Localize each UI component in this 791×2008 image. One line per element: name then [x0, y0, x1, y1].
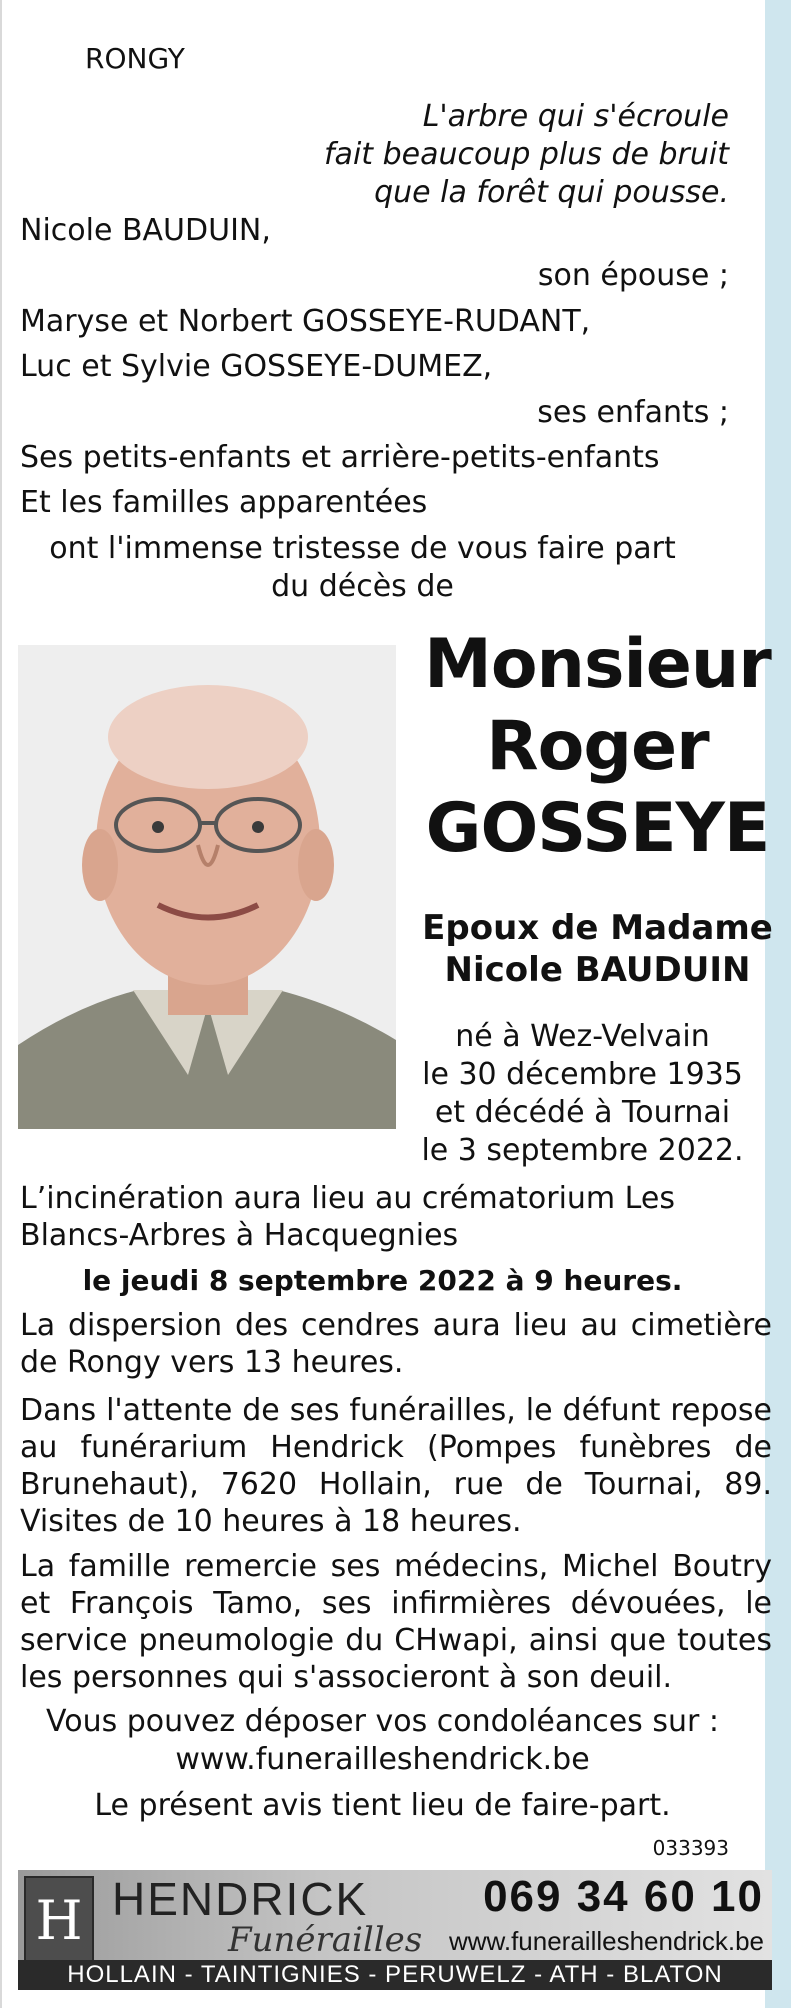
- faire-part-notice: Le présent avis tient lieu de faire-part.: [94, 1788, 671, 1823]
- children-role: ses enfants ;: [537, 395, 729, 430]
- spouse-of: [420, 907, 775, 991]
- portrait-illustration: [18, 645, 396, 1129]
- deceased-name: [420, 624, 775, 870]
- town-name: RONGY: [85, 42, 185, 75]
- date-line: le 3 septembre 2022.: [421, 1133, 744, 1168]
- reference-number: 033393: [652, 1836, 729, 1860]
- condolences-line: Vous pouvez déposer vos condoléances sur :: [46, 1704, 719, 1739]
- funerarium-paragraph: Dans l'attente de ses funérailles, le défunt repose au funérarium Hendrick (Pompes funèbres de Brunehaut), 7620 Hollain, rue de Tournai, 89. Visites de 10 heures à 18 heures.: [20, 1393, 772, 1539]
- spouse-name: Nicole BAUDUIN,: [20, 213, 271, 248]
- deceased-photo: [18, 645, 396, 1129]
- quote-line: que la forêt qui pousse.: [374, 175, 729, 210]
- ashes-paragraph: La dispersion des cendres aura lieu au cimetière de Rongy vers 13 heures.: [20, 1308, 772, 1380]
- child-line: Maryse et Norbert GOSSEYE-RUDANT,: [20, 304, 591, 339]
- phone-number[interactable]: 069 34 60 10: [483, 1872, 764, 1921]
- announcement-line: ont l'immense tristesse de vous faire part: [49, 531, 676, 566]
- locations-bar: HOLLAIN - TAINTIGNIES - PERUWELZ - ATH - BLATON: [18, 1960, 772, 1990]
- date-line: né à Wez-Velvain: [455, 1019, 710, 1054]
- date-line: le 30 décembre 1935: [422, 1057, 743, 1092]
- announcement-line: du décès de: [271, 569, 454, 604]
- name-line: GOSSEYE: [425, 789, 770, 868]
- date-line: et décédé à Tournai: [434, 1095, 731, 1130]
- funeral-home-banner: [18, 1870, 772, 1990]
- website-link[interactable]: www.funerailleshendrick.be: [448, 1926, 764, 1956]
- grandchildren-line: Ses petits-enfants et arrière-petits-enfants: [20, 440, 660, 475]
- birth-death-info: [420, 1018, 775, 1170]
- child-line: Luc et Sylvie GOSSEYE-DUMEZ,: [20, 349, 493, 384]
- spouse-role: son épouse ;: [537, 258, 729, 293]
- thanks-paragraph: La famille remercie ses médecins, Michel Boutry et François Tamo, ses infirmières dévouées, le service pneumologie du CHwapi, ainsi que toutes les personnes qui s'associeront à son deuil.: [20, 1549, 772, 1695]
- cremation-info: L’incinération aura lieu au crématorium Les Blancs-Arbres à Hacquegnies: [20, 1181, 675, 1253]
- quote-line: fait beaucoup plus de bruit: [324, 137, 729, 172]
- epigraph-quote: [324, 98, 729, 212]
- brand-name: HENDRICK: [112, 1873, 369, 1925]
- relatives-line: Et les familles apparentées: [20, 485, 428, 520]
- cremation-date: le jeudi 8 septembre 2022 à 9 heures.: [82, 1264, 683, 1297]
- hendrick-logo: H: [24, 1876, 94, 1966]
- name-line: Monsieur: [424, 625, 771, 704]
- spouse-of-line: Epoux de Madame: [422, 908, 773, 948]
- quote-line: L'arbre qui s'écroule: [422, 99, 729, 134]
- brand-subtitle: Funérailles: [228, 1920, 423, 1960]
- spouse-of-line: Nicole BAUDUIN: [444, 950, 751, 990]
- condolences-url[interactable]: www.funerailleshendrick.be: [175, 1742, 590, 1777]
- name-line: Roger: [486, 707, 709, 786]
